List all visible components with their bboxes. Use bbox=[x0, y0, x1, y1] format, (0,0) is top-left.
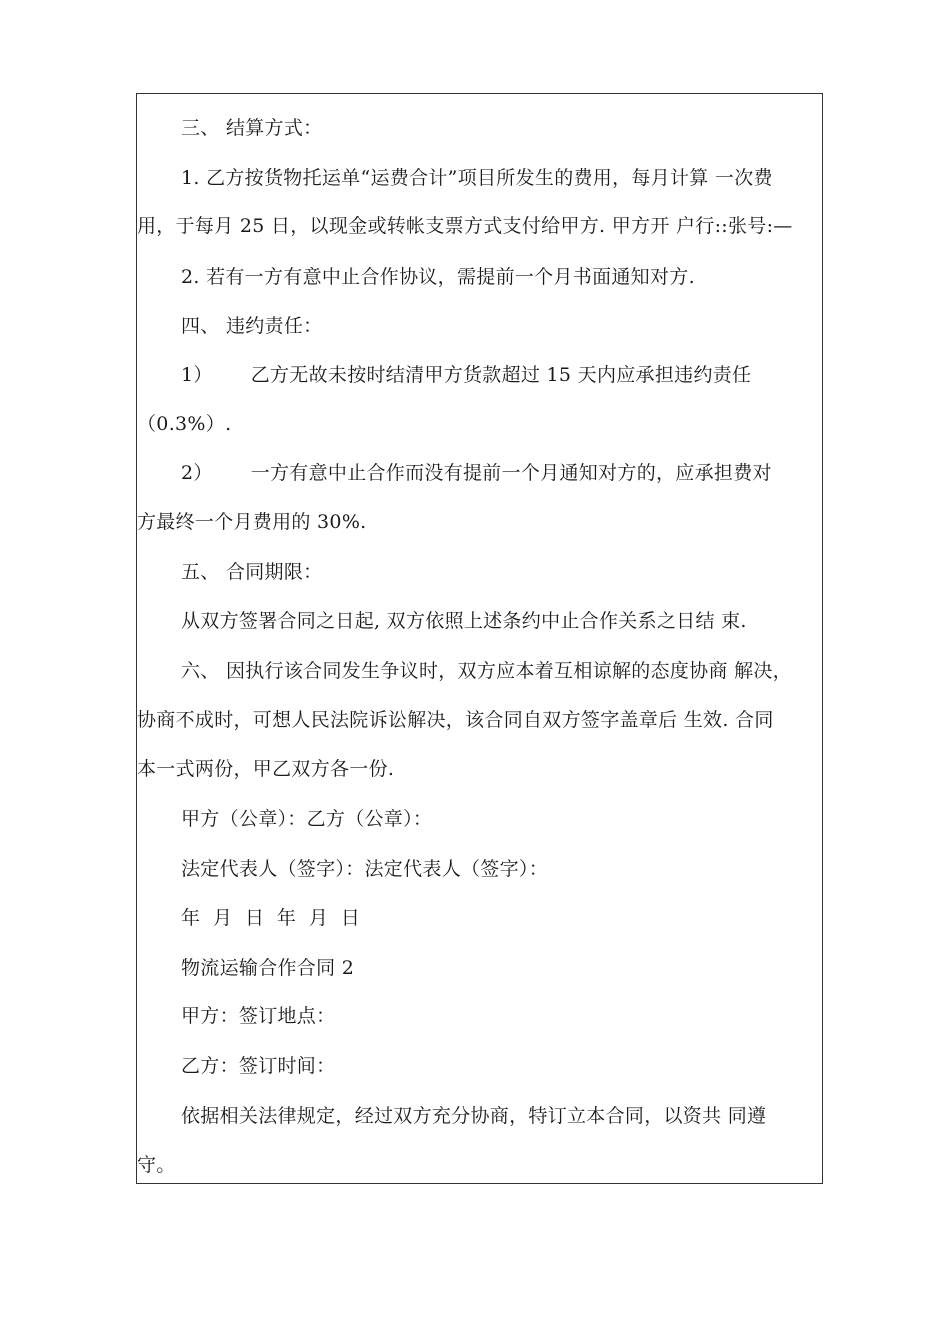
contract-2-title: 物流运输合作合同 2 bbox=[181, 957, 355, 979]
contract-2-intro-line-1: 依据相关法律规定，经过双方充分协商，特订立本合同，以资共 同遵 bbox=[181, 1105, 767, 1127]
contract-2-party-a: 甲方：签订地点： bbox=[181, 1005, 336, 1027]
section-5-heading: 五、 合同期限： bbox=[181, 561, 323, 583]
contract-2-intro-line-2: 守。 bbox=[137, 1154, 176, 1176]
document-page bbox=[136, 93, 823, 1184]
contract-2-party-b: 乙方：签订时间： bbox=[181, 1055, 336, 1077]
section-4-item-2-number: 2） bbox=[181, 462, 213, 484]
section-4-item-1-line-2: （0.3%）. bbox=[137, 413, 232, 435]
section-4-item-2 bbox=[137, 461, 823, 485]
section-4-item-1-text: 乙方无故未按时结清甲方货款超过 15 天内应承担违约责任 bbox=[250, 364, 752, 386]
section-6-line-1: 六、 因执行该合同发生争议时，双方应本着互相谅解的态度协商 解决， bbox=[181, 660, 792, 682]
section-3-item-2: 2. 若有一方有意中止合作协议，需提前一个月书面通知对方. bbox=[181, 266, 695, 288]
signature-seal-line: 甲方（公章）：乙方（公章）： bbox=[181, 808, 433, 830]
signature-representative-line: 法定代表人（签字）：法定代表人（签字）： bbox=[181, 858, 549, 880]
section-4-item-2-line-2: 方最终一个月费用的 30%. bbox=[137, 511, 367, 533]
section-3-item-1-line-2: 用，于每月 25 日，以现金或转帐支票方式支付给甲方. 甲方开 户行::张号:— bbox=[137, 215, 793, 237]
section-4-heading: 四、 违约责任： bbox=[181, 315, 323, 337]
section-4-item-2-text: 一方有意中止合作而没有提前一个月通知对方的，应承担费对 bbox=[250, 462, 772, 484]
section-6-line-2: 协商不成时，可想人民法院诉讼解决，该合同自双方签字盖章后 生效. 合同 bbox=[137, 709, 774, 731]
section-6-line-3: 本一式两份，甲乙双方各一份. bbox=[137, 758, 395, 780]
section-4-item-1-number: 1） bbox=[181, 364, 213, 386]
signature-date-line: 年 月 日 年 月 日 bbox=[181, 907, 361, 929]
section-3-heading: 三、 结算方式： bbox=[181, 117, 323, 139]
section-3-item-1-line-1: 1. 乙方按货物托运单“运费合计”项目所发生的费用，每月计算 一次费 bbox=[181, 167, 773, 189]
section-5-text: 从双方签署合同之日起, 双方依照上述条约中止合作关系之日结 束. bbox=[181, 610, 747, 632]
section-4-item-1 bbox=[137, 363, 823, 387]
